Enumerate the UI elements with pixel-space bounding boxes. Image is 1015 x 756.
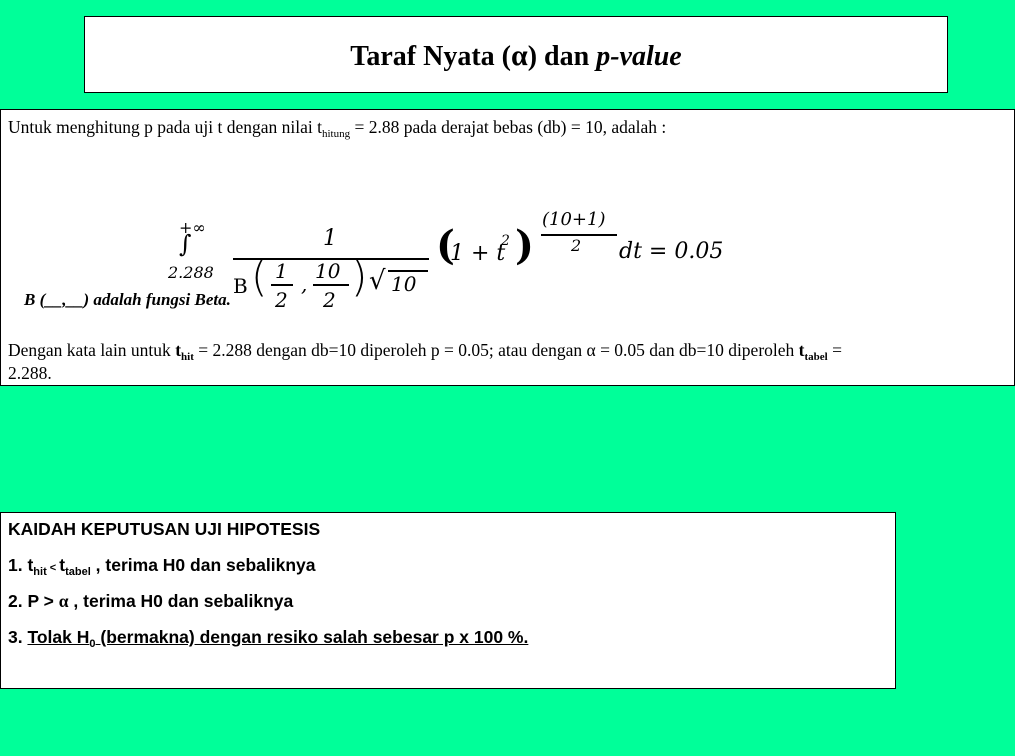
frac1-bar [271,284,293,286]
conclusion-alpha: α [586,340,596,360]
formula-tail: dt = 0.05 [619,239,724,264]
slide-title [85,39,947,73]
rule-2-text1: P > [27,591,59,611]
frac2-num: 10 [315,259,341,283]
rules-heading: KAIDAH KEPUTUSAN UJI HIPOTESIS [8,519,321,539]
conclusion-t2-sub: tabel [804,351,828,363]
frac2-den: 2 [323,288,336,312]
rule-1-t2: t [59,555,66,575]
rule-1-num: 1. [8,555,28,575]
main-numerator: 1 [323,226,337,251]
conclusion-t1: t [175,340,182,360]
rule-1 [8,555,316,578]
exp-numerator: (10+1) [542,209,606,230]
beta-open-paren: ( [251,252,268,301]
conclusion-text2: = 2.288 dengan db=10 diperoleh p = 0.05; atau dengan [193,340,587,360]
integral-sign: ∫ [179,230,192,258]
frac2-bar [313,284,349,286]
conclusion-line2: 2.288. [8,363,52,383]
rule-3-sub: 0 [89,638,96,650]
rules-box [0,512,896,689]
beta-close-paren: ) [351,252,368,301]
rule-1-t1: t [27,555,34,575]
rule-3 [8,627,529,650]
frac1-num: 1 [275,259,288,283]
title-alpha: α [510,39,528,72]
rule-3-text1: Tolak H [27,627,90,647]
base-close-paren: ) [515,222,534,269]
rule-1-t1-sub: hit [33,566,47,578]
rule-2-text2: , terima H0 dan sebaliknya [68,591,294,611]
title-italic: p-value [596,41,682,72]
conclusion-text3: = 0.05 dan db=10 diperoleh [595,340,799,360]
rule-3-underlined [27,627,529,650]
beta-note: B (__,__) adalah fungsi Beta. [24,290,231,309]
content-box [0,109,1015,386]
title-part1: Taraf Nyata ( [350,41,511,72]
upper-limit: +∞ [179,218,206,237]
title-box [84,16,948,93]
title-part2: ) dan [527,41,597,72]
base-open-paren: ( [436,222,455,269]
beta-comma: , [301,272,308,296]
sqrt-arg: 10 [391,272,417,296]
conclusion-t2: t [798,340,805,360]
sqrt-sign: √ [369,266,386,296]
rule-2-num: 2. [8,591,28,611]
intro-sub: hitung [321,128,351,140]
rule-3-num: 3. [8,627,28,647]
conclusion-t1-sub: hit [181,351,194,363]
conclusion-text1: Dengan kata lain untuk [8,340,176,360]
intro-text1: Untuk menghitung p pada uji t dengan nilai t [8,117,322,137]
intro-text [8,117,667,140]
beta-symbol: B [233,274,248,298]
frac1-den: 2 [275,288,288,312]
base-expression: 1 + t [450,241,506,266]
rule-1-rest: , terima H0 dan sebaliknya [90,555,316,575]
intro-text2: = 2.88 pada derajat bebas (db) = 10, adalah : [350,117,667,137]
lower-limit: 2.288 [168,263,214,282]
rule-1-t2-sub: tabel [65,566,91,578]
exp-denominator: 2 [571,236,582,255]
rule-2-alpha: α [58,591,69,611]
rule-1-lt: < [46,562,60,574]
rule-2 [8,591,293,611]
rule-3-text2: (bermakna) dengan resiko salah sebesar p x 100 %. [95,627,529,647]
conclusion-line1 [8,340,842,363]
conclusion-text4: = [827,340,842,360]
base-exponent: 2 [501,233,510,249]
